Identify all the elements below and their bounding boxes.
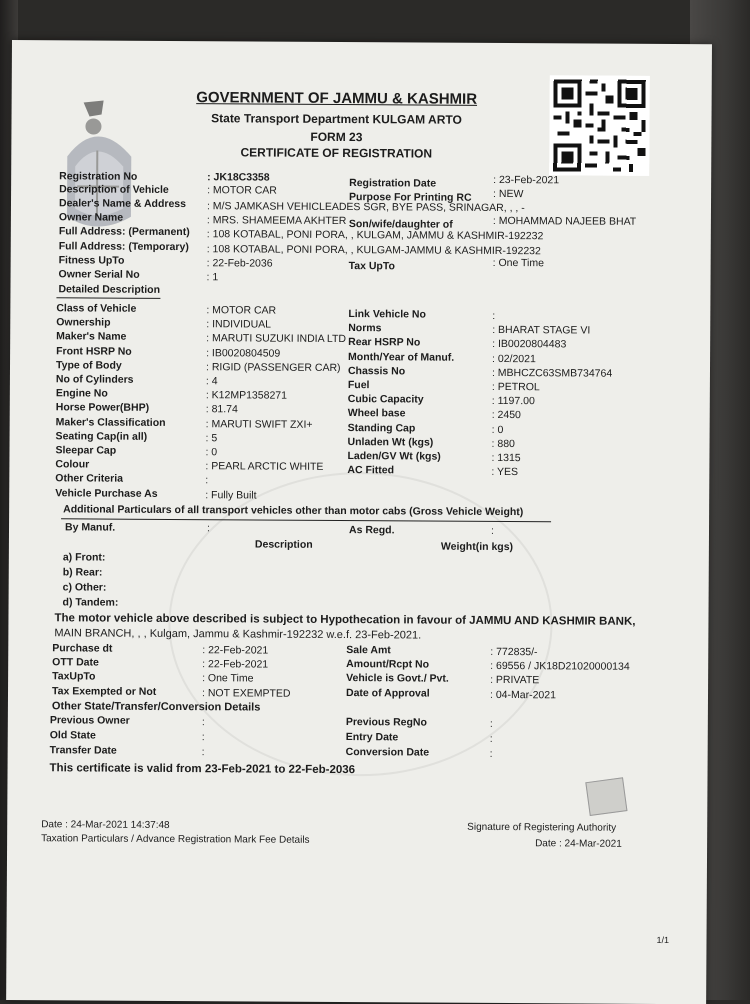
tax-label: Tax UpTo	[349, 260, 395, 273]
field-label: Date of Approval	[346, 687, 430, 701]
description-header: Description	[255, 538, 313, 551]
field-value: : 5	[206, 432, 218, 445]
field-label: Sale Amt	[346, 644, 391, 657]
addr-temp-value: : 108 KOTABAL, PONI PORA, , KULGAM-JAMMU & KASHMIR-192232	[207, 243, 541, 258]
field-value: : 02/2021	[492, 353, 536, 366]
purpose-label: Purpose For Printing RC	[349, 191, 472, 205]
field-value: : Fully Built	[205, 489, 256, 502]
detailed-description-title: Detailed Description	[58, 283, 160, 296]
field-value: :	[205, 475, 208, 488]
field-label: Old State	[50, 729, 96, 742]
field-value: : MARUTI SWIFT ZXI+	[206, 418, 313, 432]
addr-perm-label: Full Address: (Permanent)	[59, 225, 190, 239]
field-value: : YES	[491, 466, 518, 479]
as-regd-label: As Regd.	[349, 524, 395, 537]
field-label: Seating Cap(in all)	[56, 430, 148, 444]
field-label: Amount/Rcpt No	[346, 658, 429, 672]
field-value: :	[490, 748, 493, 761]
field-label: Other Criteria	[55, 473, 123, 486]
transfer-title: Other State/Transfer/Conversion Details	[52, 700, 261, 714]
field-label: Purchase dt	[52, 642, 112, 655]
swd-label: Son/wife/daughter of	[349, 218, 453, 232]
field-label: Rear HSRP No	[348, 336, 420, 349]
field-label: AC Fitted	[347, 464, 394, 477]
owner-serial-value: : 1	[207, 271, 219, 284]
swd-value: : MOHAMMAD NAJEEB BHAT	[493, 215, 636, 229]
field-label: Chassis No	[348, 365, 405, 378]
tax-value: : One Time	[493, 257, 544, 270]
field-value: : 81.74	[206, 404, 238, 417]
additional-title: Additional Particulars of all transport vehicles other than motor cabs (Gross Vehicle Weight)	[63, 503, 523, 518]
by-manuf-label: By Manuf.	[65, 521, 115, 534]
fitness-value: : 22-Feb-2036	[207, 257, 273, 270]
field-value: : 22-Feb-2021	[202, 658, 268, 671]
dealer-label: Dealer's Name & Address	[59, 197, 186, 211]
addr-perm-value: : 108 KOTABAL, PONI PORA, , KULGAM, JAMMU & KASHMIR-192232	[207, 228, 544, 243]
field-value: : 0	[492, 424, 504, 437]
purchase-right-column	[12, 40, 712, 44]
field-label: Vehicle Purchase As	[55, 487, 157, 501]
field-value: : IB0020804483	[492, 338, 566, 351]
field-value: : PETROL	[492, 381, 540, 394]
by-manuf-colon: :	[207, 522, 210, 535]
department-title: State Transport Department KULGAM ARTO	[11, 110, 661, 128]
field-value: : PRIVATE	[490, 674, 539, 687]
field-label: Maker's Name	[56, 331, 126, 344]
field-value: :	[202, 731, 205, 744]
hypothecation-line-1: The motor vehicle above described is subject to Hypothecation in favour of JAMMU AND KASHMIR BANK,	[54, 612, 635, 629]
validity-statement: This certificate is valid from 23-Feb-2021 to 22-Feb-2036	[50, 762, 356, 777]
field-label: Ownership	[56, 316, 110, 329]
transfer-right-column	[12, 40, 712, 44]
field-label: OTT Date	[52, 656, 99, 669]
certificate-title: CERTIFICATE OF REGISTRATION	[11, 144, 661, 162]
field-label: Unladen Wt (kgs)	[348, 436, 434, 450]
field-label: Maker's Classification	[56, 416, 166, 430]
reg-no-label: Registration No	[59, 170, 137, 183]
field-value: : 2450	[492, 409, 521, 422]
as-regd-colon: :	[491, 525, 494, 538]
field-value: : 772835/-	[490, 646, 537, 659]
field-label: Previous Owner	[50, 714, 130, 727]
field-value: : MOTOR CAR	[206, 304, 276, 317]
detailed-left-column	[12, 40, 712, 44]
addr-temp-label: Full Address: (Temporary)	[59, 240, 189, 254]
field-value: : 0	[205, 446, 217, 459]
government-title: GOVERNMENT OF JAMMU & KASHMIR	[12, 88, 662, 109]
field-label: Sleepar Cap	[55, 444, 116, 457]
signature-label: Signature of Registering Authority	[467, 821, 616, 835]
field-label: Engine No	[56, 387, 108, 400]
field-value: :	[202, 716, 205, 729]
field-label: Cubic Capacity	[348, 393, 424, 406]
field-label: Horse Power(BHP)	[56, 402, 149, 416]
field-label: Wheel base	[348, 407, 406, 420]
field-value: : 69556 / JK18D21020000134	[490, 660, 630, 674]
weight-header: Weight(in kgs)	[441, 541, 513, 554]
registration-certificate-page	[6, 40, 712, 1004]
transfer-left-column	[12, 40, 712, 44]
field-label: TaxUpTo	[52, 671, 95, 684]
detailed-underline	[56, 297, 160, 299]
fitness-label: Fitness UpTo	[59, 254, 125, 267]
field-value: : PEARL ARCTIC WHITE	[205, 460, 323, 474]
field-label: Colour	[55, 458, 89, 471]
owner-label: Owner Name	[59, 211, 123, 224]
owner-serial-label: Owner Serial No	[59, 268, 140, 281]
field-label: Front HSRP No	[56, 345, 132, 358]
field-label: Entry Date	[346, 731, 399, 744]
field-value: :	[490, 733, 493, 746]
field-label: Conversion Date	[346, 746, 430, 760]
field-value: : K12MP1358271	[206, 389, 287, 402]
page-number: 1/1	[656, 934, 669, 947]
field-value: : NOT EXEMPTED	[202, 687, 291, 701]
field-label: Previous RegNo	[346, 716, 427, 729]
field-label: Type of Body	[56, 359, 122, 372]
field-value: : RIGID (PASSENGER CAR)	[206, 361, 341, 375]
field-value: : One Time	[202, 673, 253, 686]
reg-date-value: : 23-Feb-2021	[493, 174, 559, 187]
field-label: Laden/GV Wt (kgs)	[347, 450, 440, 464]
purchase-left-column	[12, 40, 712, 44]
field-value: : 4	[206, 375, 218, 388]
reg-no-value: : JK18C3358	[207, 171, 270, 184]
signature-date: Date : 24-Mar-2021	[535, 837, 622, 851]
field-label: Norms	[348, 322, 381, 335]
field-value: : 880	[491, 438, 514, 451]
field-label: Month/Year of Manuf.	[348, 351, 454, 365]
reg-date-label: Registration Date	[349, 177, 436, 191]
dealer-value: : M/S JAMKASH VEHICLEADES SGR, BYE PASS, SRINAGAR, , , -	[207, 200, 525, 215]
field-value: : 22-Feb-2021	[202, 644, 268, 657]
field-value: :	[202, 746, 205, 759]
field-value: : BHARAT STAGE VI	[492, 324, 590, 338]
field-label: Vehicle is Govt./ Pvt.	[346, 672, 449, 686]
hypothecation-line-2: MAIN BRANCH, , , Kulgam, Jammu & Kashmir-192232 w.e.f. 23-Feb-2021.	[54, 627, 421, 642]
field-value: : 04-Mar-2021	[490, 689, 556, 702]
desc-label: Description of Vehicle	[59, 183, 169, 197]
field-label: Transfer Date	[50, 744, 117, 757]
field-label: No of Cylinders	[56, 373, 134, 386]
field-value: : 1315	[491, 452, 520, 465]
field-value: :	[490, 718, 493, 731]
desc-value: : MOTOR CAR	[207, 184, 277, 197]
field-value: : MBHCZC63SMB734764	[492, 367, 612, 381]
signature-stamp	[585, 777, 627, 816]
purpose-value: : NEW	[493, 188, 523, 201]
axle-front: a) Front:	[63, 551, 106, 564]
form-title: FORM 23	[11, 128, 661, 146]
taxation-particulars: Taxation Particulars / Advance Registration Mark Fee Details	[41, 832, 310, 847]
axle-other: c) Other:	[63, 581, 107, 594]
field-label: Tax Exempted or Not	[52, 685, 156, 699]
field-label: Class of Vehicle	[56, 302, 136, 315]
field-value: : MARUTI SUZUKI INDIA LTD	[206, 333, 346, 347]
owner-value: : MRS. SHAMEEMA AKHTER	[207, 214, 347, 228]
detailed-right-column	[12, 40, 712, 44]
field-value: : 1197.00	[492, 395, 535, 408]
axle-rear: b) Rear:	[63, 566, 103, 579]
field-value: : INDIVIDUAL	[206, 318, 271, 331]
field-label: Fuel	[348, 379, 370, 392]
field-label: Standing Cap	[348, 422, 416, 435]
field-value: : IB0020804509	[206, 347, 280, 360]
print-date: Date : 24-Mar-2021 14:37:48	[41, 818, 169, 832]
field-value: :	[492, 310, 495, 323]
axle-tandem: d) Tandem:	[63, 596, 119, 609]
field-label: Link Vehicle No	[348, 308, 426, 321]
